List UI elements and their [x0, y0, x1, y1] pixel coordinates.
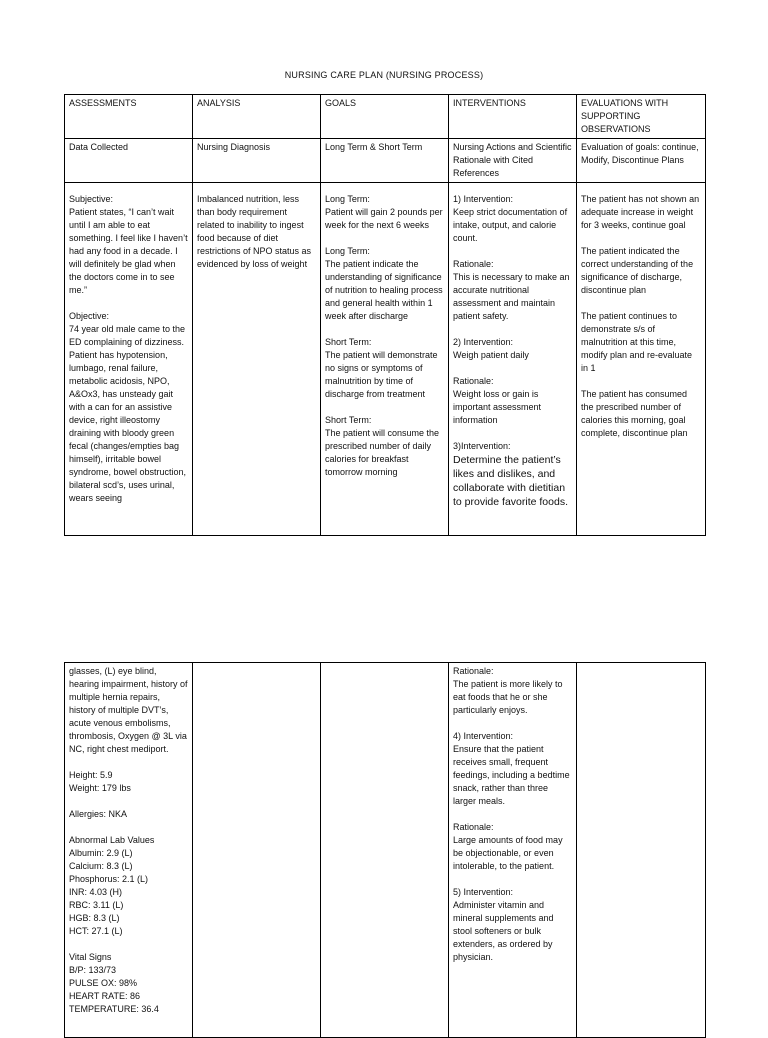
goal-label: Short Term: [325, 337, 372, 347]
care-plan-row [65, 663, 706, 1038]
subheader-goals: Long Term & Short Term [321, 139, 449, 183]
rationale-text: The patient is more likely to eat foods that he or she particularly enjoys. [453, 679, 563, 715]
lab-value: HGB: 8.3 (L) [69, 913, 120, 923]
assessment-cell [65, 183, 193, 536]
assessment-cell [65, 663, 193, 1038]
lab-value: HCT: 27.1 (L) [69, 926, 123, 936]
goal-label: Long Term: [325, 246, 370, 256]
lab-value: Phosphorus: 2.1 (L) [69, 874, 149, 884]
vital-value: HEART RATE: 86 [69, 991, 141, 1001]
subheader-row [65, 139, 706, 183]
labs-label: Abnormal Lab Values [69, 835, 155, 845]
nursing-diagnosis: Imbalanced nutrition, less than body requirement related to inability to ingest food because of diet restrictions of NPO status as evidenced by loss of weight [197, 194, 312, 269]
rationale-text: This is necessary to make an accurate nutritional assessment and maintain patient safety. [453, 272, 570, 321]
care-plan-row [65, 183, 706, 536]
vital-value: PULSE OX: 98% [69, 978, 138, 988]
evaluation-text: The patient continues to demonstrate s/s of malnutrition at this time, modify plan and re-evaluate in 1 [581, 311, 693, 373]
intervention-label: 5) Intervention: [453, 887, 514, 897]
care-plan-table-continued [64, 662, 706, 1038]
objective-label: Objective: [69, 311, 110, 321]
analysis-cell [193, 663, 321, 1038]
subjective-text: Patient states, “I can’t wait until I am able to eat something. I feel like I haven’t had any food in a decade. I will definitely be glad when the doctors come in to see me.” [69, 207, 188, 295]
goal-label: Short Term: [325, 415, 372, 425]
header-row [65, 95, 706, 139]
objective-text: 74 year old male came to the ED complaining of dizziness. Patient has hypotension, lumbago, renal failure, metabolic acidosis, NPO, A&Ox3, has unsteady gait with a can for an assistive device, right illeostomy draining with bloody green fecal (changes/empties bag himself), irritable bowel syndrome, bowel obstruction, bilateral scd’s, uses urinal, wears seeing [69, 324, 187, 503]
evaluations-cell [577, 183, 706, 536]
lab-value: Calcium: 8.3 (L) [69, 861, 133, 871]
header-interventions: INTERVENTIONS [449, 95, 577, 139]
rationale-text: Large amounts of food may be objectionable, or even intolerable, to the patient. [453, 835, 563, 871]
evaluation-text: The patient has not shown an adequate increase in weight for 3 weeks, continue goal [581, 194, 700, 230]
page-title: NURSING CARE PLAN (NURSING PROCESS) [284, 70, 484, 80]
goal-label: Long Term: [325, 194, 370, 204]
intervention-text: Administer vitamin and mineral supplements and stool softeners or bulk extenders, as ordered by physician. [453, 900, 554, 962]
goals-cell [321, 183, 449, 536]
weight-value: Weight: 179 lbs [69, 783, 131, 793]
goal-text: The patient will consume the prescribed number of daily calories for breakfast tomorrow morning [325, 428, 440, 477]
goal-text: The patient indicate the understanding of significance of nutrition to healing process and general health within 1 week after discharge [325, 259, 443, 321]
objective-text-continued: glasses, (L) eye blind, hearing impairment, history of multiple hernia repairs, history of multiple DVT’s, acute venous embolisms, thrombosis, Oxygen @ 3L via NC, right chest mediport. [69, 666, 188, 754]
evaluation-text: The patient has consumed the prescribed number of calories this morning, goal complete, discontinue plan [581, 389, 688, 438]
lab-value: RBC: 3.11 (L) [69, 900, 124, 910]
intervention-text: Determine the patient’s likes and dislikes, and collaborate with dietitian to provide favorite foods. [453, 454, 568, 508]
header-goals: GOALS [321, 95, 449, 139]
evaluation-text: The patient indicated the correct understanding of the significance of discharge, discontinue plan [581, 246, 694, 295]
interventions-cell [449, 663, 577, 1038]
subheader-analysis: Nursing Diagnosis [193, 139, 321, 183]
intervention-label: 4) Intervention: [453, 731, 514, 741]
intervention-text: Ensure that the patient receives small, frequent feedings, including a bedtime snack, rather than three larger meals. [453, 744, 570, 806]
goal-text: Patient will gain 2 pounds per week for the next 6 weeks [325, 207, 443, 230]
intervention-text: Weigh patient daily [453, 350, 529, 360]
goals-cell [321, 663, 449, 1038]
interventions-cell [449, 183, 577, 536]
vitals-label: Vital Signs [69, 952, 112, 962]
rationale-label: Rationale: [453, 376, 494, 386]
header-analysis: ANALYSIS [193, 95, 321, 139]
subheader-interventions: Nursing Actions and Scientific Rationale with Cited References [449, 139, 577, 183]
rationale-label: Rationale: [453, 259, 494, 269]
intervention-label: 2) Intervention: [453, 337, 514, 347]
header-assessments: ASSESSMENTS [65, 95, 193, 139]
intervention-text: Keep strict documentation of intake, output, and calorie count. [453, 207, 568, 243]
lab-value: Albumin: 2.9 (L) [69, 848, 133, 858]
evaluations-cell [577, 663, 706, 1038]
height-value: Height: 5.9 [69, 770, 113, 780]
lab-value: INR: 4.03 (H) [69, 887, 123, 897]
subheader-assessments: Data Collected [65, 139, 193, 183]
subjective-label: Subjective: [69, 194, 114, 204]
rationale-label: Rationale: [453, 822, 494, 832]
rationale-text: Weight loss or gain is important assessment information [453, 389, 542, 425]
allergies-value: Allergies: NKA [69, 809, 128, 819]
goal-text: The patient will demonstrate no signs or symptoms of malnutrition by time of discharge from treatment [325, 350, 438, 399]
vital-value: TEMPERATURE: 36.4 [69, 1004, 159, 1014]
header-evaluations: EVALUATIONS WITH SUPPORTING OBSERVATIONS [577, 95, 706, 139]
subheader-evaluations: Evaluation of goals: continue, Modify, Discontinue Plans [577, 139, 706, 183]
intervention-label: 3)Intervention: [453, 441, 511, 451]
analysis-cell [193, 183, 321, 536]
vital-value: B/P: 133/73 [69, 965, 117, 975]
rationale-label: Rationale: [453, 666, 494, 676]
care-plan-table [64, 94, 706, 536]
intervention-label: 1) Intervention: [453, 194, 514, 204]
